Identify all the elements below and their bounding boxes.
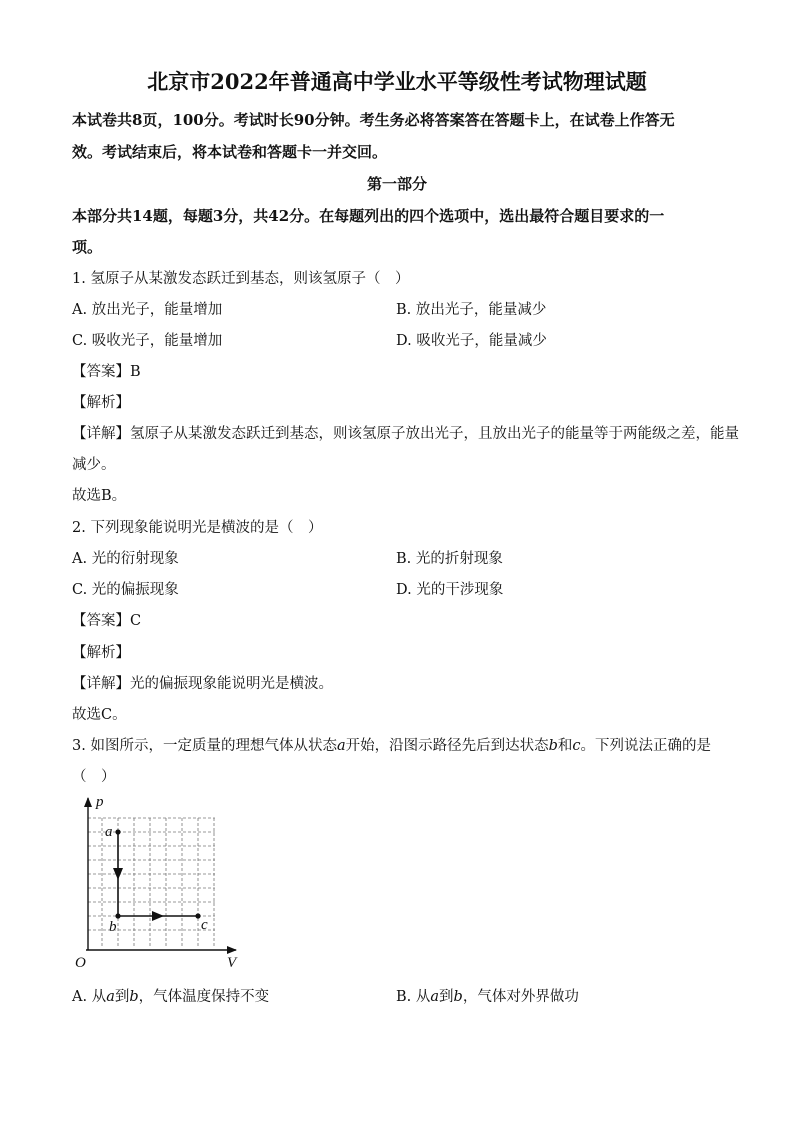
- point-c: [195, 913, 200, 918]
- point-label-a: a: [105, 824, 113, 840]
- q2-option-b: B. 光的折射现象: [396, 551, 503, 567]
- q3-var-a: a: [336, 738, 346, 754]
- q3-stem-part-2: 开始，沿图示路径先后到达状态: [345, 738, 549, 754]
- axis-label-v: V: [227, 955, 237, 971]
- q1-conclusion: 故选B。: [72, 488, 127, 504]
- q2-option-c: C. 光的偏振现象: [72, 582, 179, 598]
- point-label-b: b: [109, 919, 117, 935]
- q1-option-c: C. 吸收光子，能量增加: [72, 333, 223, 349]
- point-b: [115, 913, 120, 918]
- q3-option-b: [396, 985, 579, 1006]
- q3-option-a-pre: A. 从: [72, 989, 107, 1005]
- q3-option-a: [72, 985, 269, 1006]
- q1-answer: 【答案】B: [72, 364, 141, 380]
- pv-diagram-svg: [70, 790, 250, 975]
- q1-option-d: D. 吸收光子，能量减少: [396, 333, 547, 349]
- q1-stem: 1. 氢原子从某激发态跃迁到基态，则该氢原子（ ）: [72, 271, 410, 287]
- q3-option-b-mid: 到: [439, 989, 454, 1005]
- q3-option-b-post: ，气体对外界做功: [462, 989, 579, 1005]
- q3-var-b: b: [548, 738, 558, 754]
- q2-detail: 【详解】光的偏振现象能说明光是横波。: [72, 676, 333, 692]
- q3-stem-line-2: （ ）: [72, 769, 116, 785]
- point-label-c: c: [201, 917, 208, 933]
- q1-option-a: A. 放出光子，能量增加: [72, 302, 223, 318]
- q1-option-b: B. 放出光子，能量减少: [396, 302, 547, 318]
- arrow-b-to-c: [152, 911, 164, 921]
- q3-stem-part-3: 和: [557, 738, 573, 754]
- q2-conclusion: 故选C。: [72, 707, 127, 723]
- q3-option-a-var-2: b: [129, 989, 139, 1005]
- page-title: 北京市2022年普通高中学业水平等级性考试物理试题: [147, 69, 647, 94]
- q2-analysis: 【解析】: [72, 645, 130, 661]
- q3-option-b-var-2: b: [453, 989, 463, 1005]
- point-a: [115, 829, 120, 834]
- q3-option-b-pre: B. 从: [396, 989, 431, 1005]
- pv-diagram: [70, 790, 250, 975]
- intro-line-2: 效。考试结束后，将本试卷和答题卡一并交回。: [72, 143, 388, 161]
- q3-option-b-var-1: a: [430, 989, 440, 1005]
- intro-line-1: 本试卷共8页，100分。考试时长90分钟。考生务必将答案答在答题卡上，在试卷上作答无: [72, 111, 675, 129]
- q1-detail-line-2: 减少。: [72, 457, 116, 473]
- part-heading: 第一部分: [366, 175, 427, 193]
- q3-stem-part-4: 。下列说法正确的是: [580, 738, 712, 754]
- q2-stem: 2. 下列现象能说明光是横波的是（ ）: [72, 520, 323, 536]
- q2-option-d: D. 光的干涉现象: [396, 582, 504, 598]
- q3-option-a-var-1: a: [106, 989, 115, 1005]
- q3-option-a-post: ，气体温度保持不变: [138, 989, 270, 1005]
- q3-stem: [72, 734, 711, 755]
- origin-label: O: [75, 955, 86, 971]
- q3-option-a-mid: 到: [114, 989, 130, 1005]
- q2-answer: 【答案】C: [72, 613, 142, 629]
- q3-var-c: c: [572, 738, 581, 754]
- q2-option-a: A. 光的衍射现象: [72, 551, 179, 567]
- part-intro-line-2: 项。: [72, 238, 103, 256]
- q1-detail-line-1: 【详解】氢原子从某激发态跃迁到基态，则该氢原子放出光子，且放出光子的能量等于两能级之差，能量: [72, 426, 739, 442]
- axis-label-p: p: [96, 794, 104, 810]
- q1-analysis: 【解析】: [72, 395, 130, 411]
- part-intro-line-1: 本部分共14题，每题3分，共42分。在每题列出的四个选项中，选出最符合题目要求的一: [72, 207, 665, 225]
- q3-stem-part-1: 3. 如图所示，一定质量的理想气体从状态: [72, 738, 337, 754]
